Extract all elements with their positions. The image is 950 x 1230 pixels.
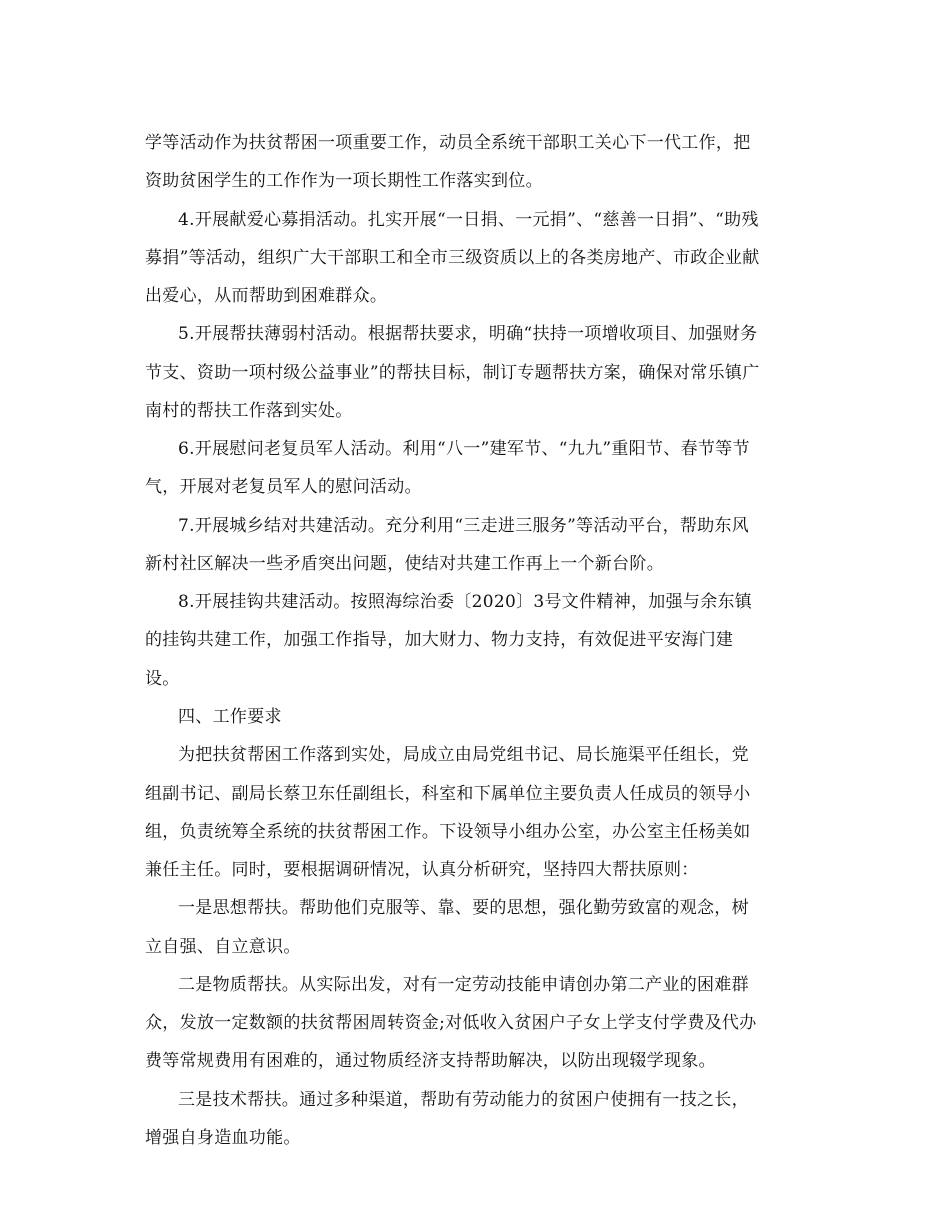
text-line: 募捐”等活动，组织广大干部职工和全市三级资质以上的各类房地产、市政企业献 bbox=[145, 248, 760, 268]
text-line: 三是技术帮扶。通过多种渠道，帮助有劳动能力的贫困户使拥有一技之长， bbox=[178, 1090, 749, 1110]
text-line: 设。 bbox=[145, 669, 180, 689]
text-line: 组副书记、副局长蔡卫东任副组长，科室和下属单位主要负责人任成员的领导小 bbox=[145, 784, 751, 804]
text-line: 立自强、自立意识。 bbox=[145, 937, 301, 957]
text-line: 气，开展对老复员军人的慰问活动。 bbox=[145, 477, 422, 497]
text-line: 费等常规费用有困难的，通过物质经济支持帮助解决，以防出现辍学现象。 bbox=[145, 1051, 716, 1071]
text-line: 的挂钩共建工作，加强工作指导，加大财力、物力支持，有效促进平安海门建 bbox=[145, 630, 734, 650]
text-line: 组，负责统筹全系统的扶贫帮困工作。下设领导小组办公室，办公室主任杨美如 bbox=[145, 822, 751, 842]
text-line: 5.开展帮扶薄弱村活动。根据帮扶要求，明确“扶持一项增收项目、加强财务 bbox=[178, 324, 758, 344]
text-line: 出爱心，从而帮助到困难群众。 bbox=[145, 286, 388, 306]
text-line: 二是物质帮扶。从实际出发，对有一定劳动技能申请创办第二产业的困难群 bbox=[178, 975, 749, 995]
text-line: 新村社区解决一些矛盾突出问题，使结对共建工作再上一个新台阶。 bbox=[145, 554, 664, 574]
section-heading: 四、工作要求 bbox=[178, 707, 282, 727]
text-line: 众，发放一定数额的扶贫帮困周转资金;对低收入贫困户子女上学支付学费及代办 bbox=[145, 1013, 757, 1033]
text-line: 增强自身造血功能。 bbox=[145, 1128, 301, 1148]
text-line: 一是思想帮扶。帮助他们克服等、靠、要的思想，强化勤劳致富的观念，树 bbox=[178, 898, 749, 918]
text-line: 南村的帮扶工作落到实处。 bbox=[145, 401, 353, 421]
text-line: 学等活动作为扶贫帮困一项重要工作，动员全系统干部职工关心下一代工作，把 bbox=[145, 133, 751, 153]
text-line: 节支、资助一项村级公益事业”的帮扶目标，制订专题帮扶方案，确保对常乐镇广 bbox=[145, 363, 760, 383]
text-line: 4.开展献爱心募捐活动。扎实开展“一日捐、一元捐”、“慈善一日捐”、“助残 bbox=[178, 210, 759, 230]
text-line: 6.开展慰问老复员军人活动。利用“八一”建军节、“九九”重阳节、春节等节 bbox=[178, 439, 750, 459]
text-line: 8.开展挂钩共建活动。按照海综治委〔2020〕3号文件精神，加强与余东镇 bbox=[178, 592, 753, 612]
text-line: 为把扶贫帮困工作落到实处，局成立由局党组书记、局长施渠平任组长，党 bbox=[178, 745, 749, 765]
text-line: 兼任主任。同时，要根据调研情况，认真分析研究，坚持四大帮扶原则： bbox=[145, 860, 699, 880]
text-line: 7.开展城乡结对共建活动。充分利用“三走进三服务”等活动平台，帮助东风 bbox=[178, 516, 750, 536]
text-line: 资助贫困学生的工作作为一项长期性工作落实到位。 bbox=[145, 171, 543, 191]
